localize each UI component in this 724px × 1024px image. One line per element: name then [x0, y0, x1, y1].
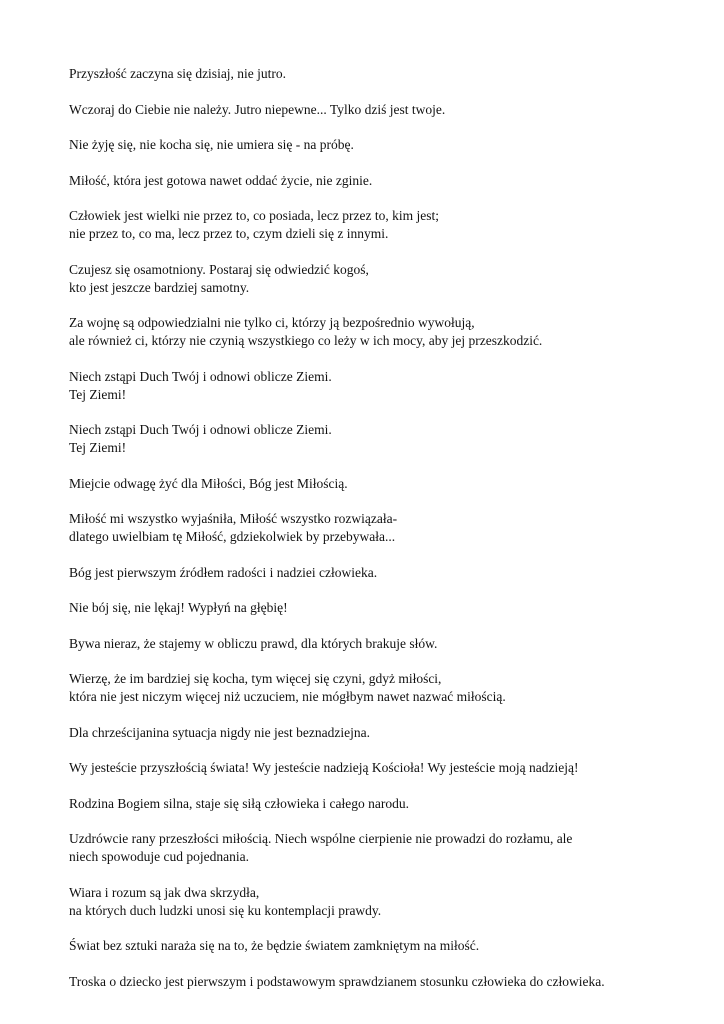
quote-paragraph	[69, 207, 684, 243]
quote-paragraph	[69, 830, 684, 866]
quote-paragraph	[69, 795, 684, 813]
quote-line: Nie żyję się, nie kocha się, nie umiera się - na próbę.	[69, 137, 354, 152]
quote-line: Niech zstąpi Duch Twój i odnowi oblicze Ziemi.	[69, 368, 332, 384]
quote-line: Wiara i rozum są jak dwa skrzydła,	[69, 884, 260, 900]
quote-line: Świat bez sztuki naraża się na to, że będzie światem zamkniętym na miłość.	[69, 938, 480, 953]
quote-paragraph	[69, 65, 684, 83]
quote-paragraph	[69, 475, 684, 493]
quote-paragraph	[69, 724, 684, 742]
quote-paragraph	[69, 421, 684, 457]
quote-line: na których duch ludzki unosi się ku kontemplacji prawdy.	[69, 902, 382, 918]
quote-paragraph	[69, 136, 684, 154]
quote-line: kto jest jeszcze bardziej samotny.	[69, 279, 250, 295]
quote-line: Bóg jest pierwszym źródłem radości i nadziei człowieka.	[69, 564, 378, 580]
quote-paragraph	[69, 599, 684, 617]
quote-line: Bywa nieraz, że stajemy w obliczu prawd, dla których brakuje słów.	[69, 635, 438, 651]
quote-line: Wczoraj do Ciebie nie należy. Jutro niepewne... Tylko dziś jest twoje.	[69, 101, 446, 117]
quote-line: Przyszłość zaczyna się dzisiaj, nie jutro.	[69, 66, 287, 81]
quote-line: nie przez to, co ma, lecz przez to, czym dzieli się z innymi.	[69, 226, 389, 241]
quote-line: Rodzina Bogiem silna, staje się siłą człowieka i całego narodu.	[69, 795, 410, 811]
quote-paragraph	[69, 101, 684, 119]
quote-paragraph	[69, 973, 684, 991]
quote-line: Troska o dziecko jest pierwszym i podstawowym sprawdzianem stosunku człowieka do człowieka.	[69, 973, 605, 989]
quote-line: Wy jesteście przyszłością świata! Wy jesteście nadzieją Kościoła! Wy jesteście moją nadzieją!	[69, 760, 579, 775]
quote-paragraph	[69, 759, 684, 777]
quote-paragraph	[69, 884, 684, 920]
quote-line: ale również ci, którzy nie czynią wszystkiego co leży w ich mocy, aby jej przeszkodzić.	[69, 333, 543, 348]
quote-list	[69, 65, 684, 991]
quote-line: Dla chrześcijanina sytuacja nigdy nie jest beznadziejna.	[69, 724, 370, 740]
quote-paragraph	[69, 670, 684, 706]
quote-line: Tej Ziemi!	[69, 386, 127, 402]
quote-paragraph	[69, 368, 684, 404]
quote-line: Miłość mi wszystko wyjaśniła, Miłość wszystko rozwiązała-	[69, 511, 398, 526]
quote-line: która nie jest niczym więcej niż uczuciem, nie mógłbym nawet nazwać miłością.	[69, 689, 506, 704]
quote-paragraph	[69, 564, 684, 582]
quote-line: dlatego uwielbiam tę Miłość, gdziekolwiek by przebywała...	[69, 529, 396, 544]
quote-line: Miejcie odwagę żyć dla Miłości, Bóg jest Miłością.	[69, 475, 348, 491]
quote-line: Wierzę, że im bardziej się kocha, tym więcej się czyni, gdyż miłości,	[69, 671, 442, 686]
quote-line: Za wojnę są odpowiedzialni nie tylko ci, którzy ją bezpośrednio wywołują,	[69, 315, 475, 330]
quote-line: Niech zstąpi Duch Twój i odnowi oblicze Ziemi.	[69, 422, 332, 437]
quote-paragraph	[69, 172, 684, 190]
quote-paragraph	[69, 261, 684, 297]
quote-paragraph	[69, 510, 684, 546]
quote-line: Człowiek jest wielki nie przez to, co posiada, lecz przez to, kim jest;	[69, 208, 439, 223]
quote-line: Miłość, która jest gotowa nawet oddać życie, nie zginie.	[69, 172, 373, 188]
quote-paragraph	[69, 937, 684, 955]
quote-paragraph	[69, 635, 684, 653]
quote-line: Tej Ziemi!	[69, 440, 127, 455]
quote-line: Czujesz się osamotniony. Postaraj się odwiedzić kogoś,	[69, 261, 369, 277]
quote-paragraph	[69, 314, 684, 350]
quote-line: niech spowoduje cud pojednania.	[69, 849, 249, 864]
quote-line: Uzdrówcie rany przeszłości miłością. Niech wspólne cierpienie nie prowadzi do rozłamu, ale	[69, 831, 573, 846]
quote-line: Nie bój się, nie lękaj! Wypłyń na głębię!	[69, 600, 288, 615]
